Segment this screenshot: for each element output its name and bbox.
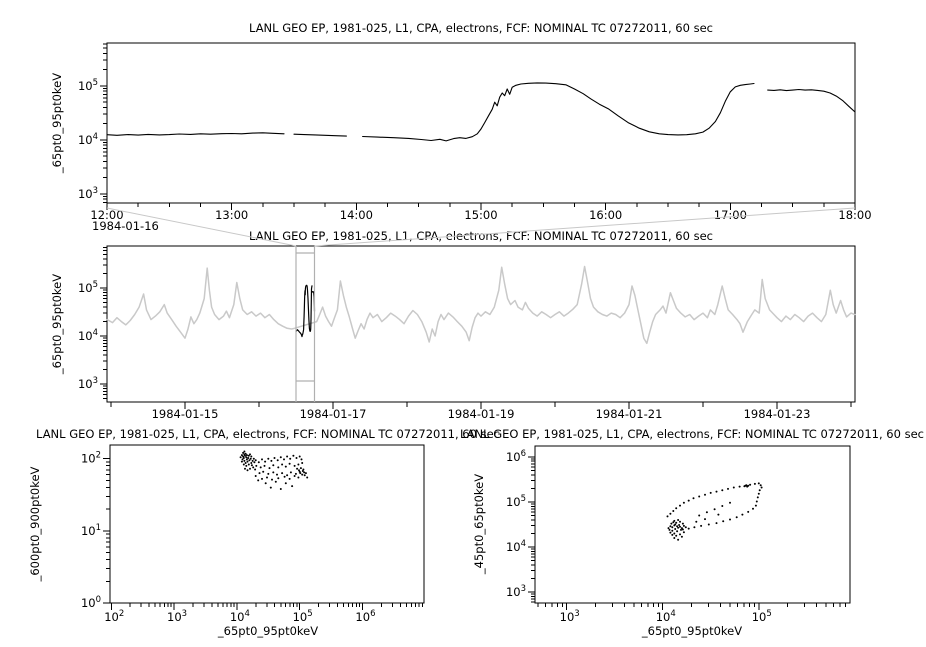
scatter-right-ylabel: _45pt0_65pt0keV <box>472 473 486 575</box>
svg-text:102: $10^2$ <box>104 609 125 624</box>
context-panel-ylabel: _65pt0_95pt0keV <box>50 273 64 375</box>
svg-text:104: $10^4$ <box>77 131 98 147</box>
svg-text:100: $10^0$ <box>80 595 101 610</box>
svg-text:103: $10^3$ <box>167 609 188 624</box>
svg-text:106: $10^6$ <box>355 609 376 624</box>
svg-text:1984-01-21: 1984-01-21 <box>595 407 663 421</box>
scatter-right-title: LANL GEO EP, 1981-025, L1, CPA, electrons, FCF: NOMINAL TC 07272011, 60 sec <box>460 427 924 441</box>
svg-text:15:00: 15:00 <box>464 208 498 222</box>
svg-text:104: $10^4$ <box>77 328 98 343</box>
svg-text:105: $10^5$ <box>292 609 313 624</box>
svg-text:103: $10^3$ <box>559 609 580 624</box>
svg-text:104: $10^4$ <box>655 609 676 624</box>
svg-text:13:00: 13:00 <box>215 208 249 222</box>
svg-text:105: $10^5$ <box>751 609 772 624</box>
time-range-selector[interactable] <box>296 246 315 402</box>
scatter-600-900-plot[interactable] <box>81 445 424 624</box>
svg-text:102: $10^2$ <box>80 450 101 466</box>
scatter-45-65-plot[interactable] <box>506 446 850 624</box>
context-timeseries-plot[interactable] <box>78 246 855 421</box>
svg-text:106: $10^6$ <box>505 448 526 464</box>
svg-text:105: $10^5$ <box>77 77 98 93</box>
scatter-left-title: LANL GEO EP, 1981-025, L1, CPA, electrons, FCF: NOMINAL TC 07272011, 60 sec <box>36 427 500 441</box>
svg-text:104: $10^4$ <box>229 609 250 624</box>
zoom-timeseries-plot[interactable] <box>78 43 872 222</box>
svg-text:14:00: 14:00 <box>339 208 373 222</box>
svg-text:12:00: 12:00 <box>90 208 124 222</box>
svg-text:103: $10^3$ <box>77 376 98 391</box>
top-panel-ylabel: _65pt0_95pt0keV <box>50 72 64 174</box>
svg-text:103: $10^3$ <box>77 185 98 201</box>
svg-text:1984-01-15: 1984-01-15 <box>151 407 219 421</box>
scatter-left-xlabel: _65pt0_95pt0keV <box>217 624 319 638</box>
svg-text:18:00: 18:00 <box>838 208 872 222</box>
svg-text:101: $10^1$ <box>80 522 101 538</box>
svg-text:103: $10^3$ <box>505 584 526 600</box>
svg-text:105: $10^5$ <box>505 493 526 509</box>
top-panel-date-label: 1984-01-16 <box>92 219 159 233</box>
scatter-left-ylabel: _600pt0_900pt0keV <box>28 466 42 582</box>
svg-text:1984-01-17: 1984-01-17 <box>299 407 367 421</box>
svg-text:17:00: 17:00 <box>713 208 747 222</box>
svg-text:1984-01-19: 1984-01-19 <box>447 407 515 421</box>
top-panel-title: LANL GEO EP, 1981-025, L1, CPA, electrons, FCF: NOMINAL TC 07272011, 60 sec <box>249 21 713 35</box>
svg-text:104: $10^4$ <box>505 539 526 555</box>
svg-text:16:00: 16:00 <box>589 208 623 222</box>
svg-text:1984-01-23: 1984-01-23 <box>743 407 811 421</box>
svg-text:105: $10^5$ <box>77 280 98 295</box>
scatter-right-xlabel: _65pt0_95pt0keV <box>641 624 743 638</box>
context-panel-title: LANL GEO EP, 1981-025, L1, CPA, electrons, FCF: NOMINAL TC 07272011, 60 sec <box>249 229 713 243</box>
